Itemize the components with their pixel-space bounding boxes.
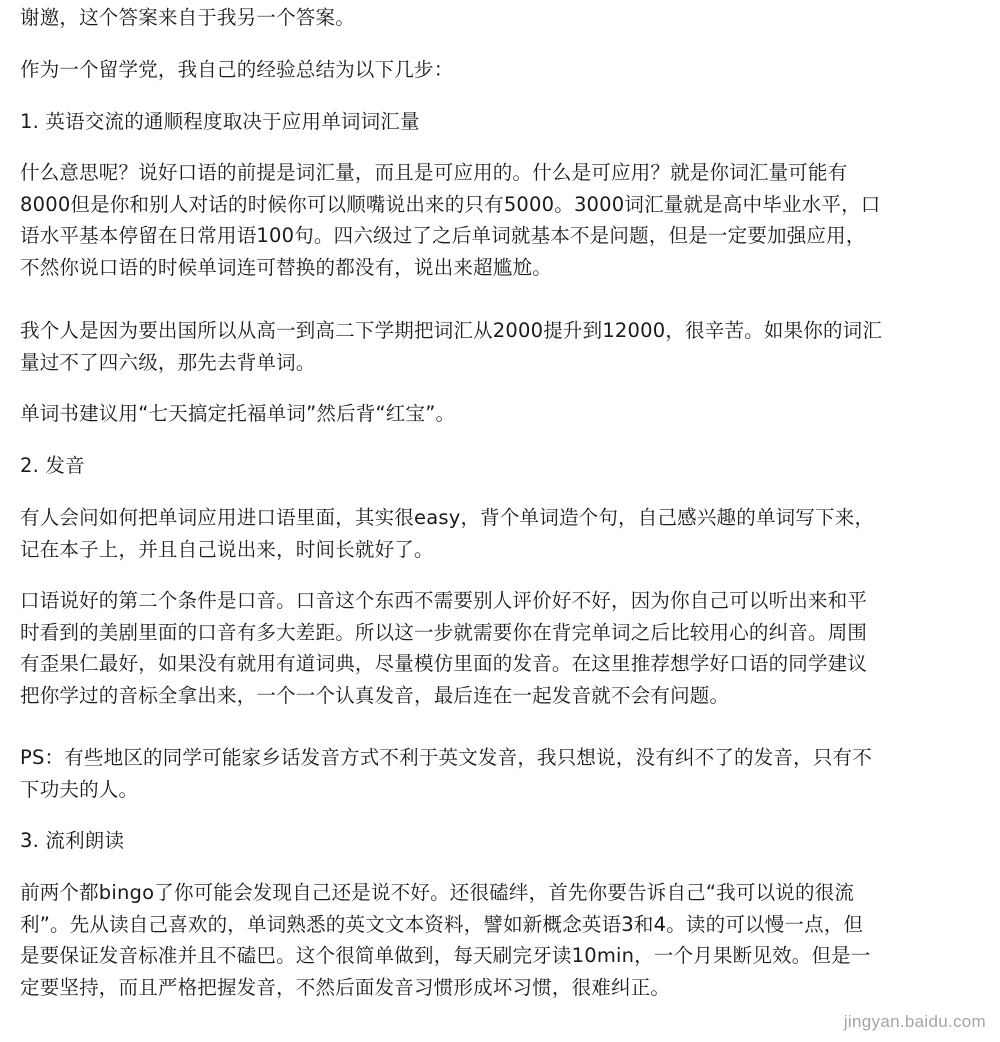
paragraph-vocabulary-personal: 我个人是因为要出国所以从高一到高二下学期把词汇从2000提升到12000，很辛苦。如果你的词汇 量过不了四六级，那先去背单词。 [20, 319, 883, 374]
paragraph-book-recommendation: 单词书建议用“七天搞定托福单词”然后背“红宝”。 [20, 402, 456, 425]
paragraph-word-usage: 有人会问如何把单词应用进口语里面，其实很easy，背个单词造个句，自己感兴趣的单词写下来， 记在本子上，并且自己说出来，时间长就好了。 [20, 506, 875, 561]
paragraph-accent: 口语说好的第二个条件是口音。口音这个东西不需要别人评价好不好，因为你自己可以听出来和平 时看到的美剧里面的口音有多大差距。所以这一步就需要你在背完单词之后比较用心的纠音。周围 有歪果仁最好，如果没有就用有道词典，尽量模仿里面的发音。在这里推荐想学好口语的同学建议 把你学过的音标全拿出来，一个一个认真发音，最后连在一起发音就不会有问题。 [20, 589, 868, 707]
paragraph-vocabulary-explain: 什么意思呢？说好口语的前提是词汇量，而且是可应用的。什么是可应用？就是你词汇量可能有 8000但是你和别人对话的时候你可以顺嘴说出来的只有5000。3000词汇量就是高中毕业水平，口 语水平基本停留在日常用语100句。四六级过了之后单词就基本不是问题，但是一定要加强应用， 不然你说口语的时候单词连可替换的都没有，说出来超尴尬。 [20, 161, 881, 279]
paragraph-ps-note: PS：有些地区的同学可能家乡话发音方式不利于英文发音，我只想说，没有纠不了的发音，只有不 下功夫的人。 [20, 746, 872, 801]
watermark-text: jingyan.baidu.com [843, 1012, 986, 1031]
paragraph-intro: 谢邀，这个答案来自于我另一个答案。 [20, 6, 355, 29]
paragraph-summary-lead: 作为一个留学党，我自己的经验总结为以下几步： [20, 58, 454, 81]
section-heading-pronunciation: 2. 发音 [20, 454, 85, 477]
section-heading-vocabulary: 1. 英语交流的通顺程度取决于应用单词词汇量 [20, 110, 420, 133]
section-heading-fluent-reading: 3. 流利朗读 [20, 829, 125, 852]
paragraph-fluent-reading: 前两个都bingo了你可能会发现自己还是说不好。还很磕绊，首先你要告诉自己“我可以说的很流 利”。先从读自己喜欢的，单词熟悉的英文文本资料，譬如新概念英语3和4。读的可以慢一点，但 是要保证发音标准并且不磕巴。这个很简单做到，每天刷完牙读10min，一个月果断见效。但是一 定要坚持，而且严格把握发音，不然后面发音习惯形成坏习惯，很难纠正。 [20, 881, 871, 999]
